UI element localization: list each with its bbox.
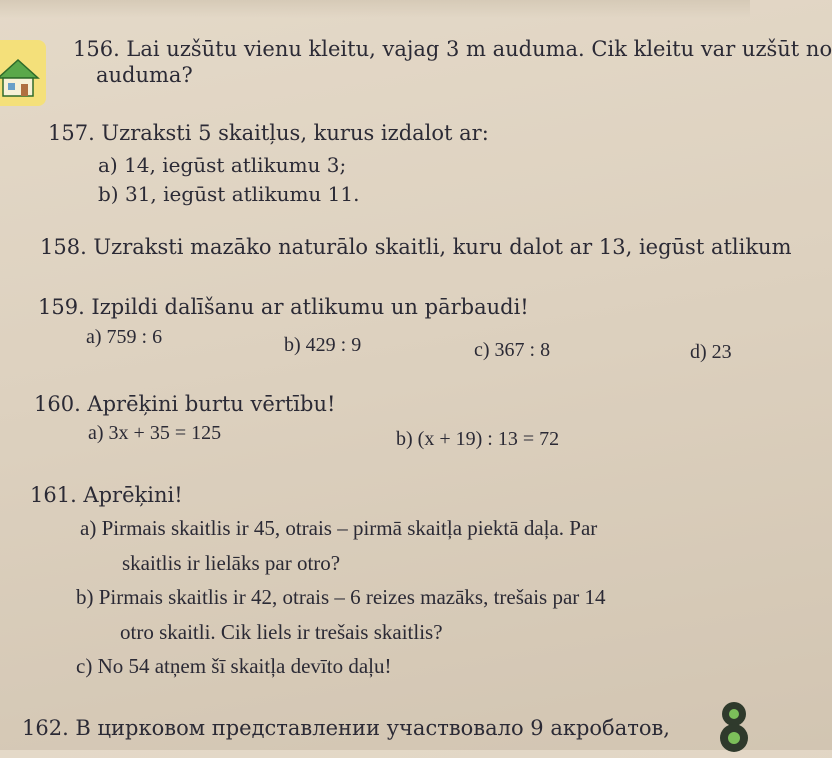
exercise-161-a-line2: skaitlis ir lielāks par otro?	[122, 551, 341, 575]
exercise-156-line2: auduma?	[96, 63, 193, 87]
exercise-157-b: b) 31, iegūst atlikumu 11.	[98, 182, 360, 206]
exercise-162-title: 162. В цирковом представлении участвовало 9 акробатов,	[22, 716, 670, 740]
home-icon	[0, 40, 46, 106]
exercise-159-a: a) 759 : 6	[86, 326, 163, 348]
exercise-157-title: 157. Uzraksti 5 skaitļus, kurus izdalot ar:	[48, 121, 489, 145]
exercise-159-d: d) 23	[690, 341, 732, 363]
exercise-160-a: a) 3x + 35 = 125	[88, 422, 222, 444]
exercise-159-title: 159. Izpildi dalīšanu ar atlikumu un pārbaudi!	[38, 295, 529, 319]
exercise-160-b: b) (x + 19) : 13 = 72	[396, 428, 560, 450]
exercise-161-b-line1: b) Pirmais skaitlis ir 42, otrais – 6 reizes mazāks, trešais par 14	[76, 585, 606, 609]
exercise-160-title: 160. Aprēķini burtu vērtību!	[34, 392, 336, 416]
exercise-159-b: b) 429 : 9	[284, 334, 362, 356]
number-badge-icon	[714, 698, 754, 754]
exercise-156-line1: 156. Lai uzšūtu vienu kleitu, vajag 3 m auduma. Cik kleitu var uzšūt no	[73, 37, 832, 61]
exercise-161-a-line1: a) Pirmais skaitlis ir 45, otrais – pirmā skaitļa piektā daļa. Par	[80, 516, 598, 540]
exercise-161-title: 161. Aprēķini!	[30, 483, 183, 507]
exercise-159-c: c) 367 : 8	[474, 339, 551, 361]
exercise-157-a: a) 14, iegūst atlikumu 3;	[98, 153, 347, 177]
exercise-158-title: 158. Uzraksti mazāko naturālo skaitli, kuru dalot ar 13, iegūst atlikum	[40, 235, 792, 259]
russian-exercise-badge	[714, 698, 754, 754]
home-badge	[0, 40, 46, 106]
exercise-161-b-line2: otro skaitli. Cik liels ir trešais skaitlis?	[120, 620, 443, 644]
page-top-shadow	[0, 0, 750, 18]
exercise-161-c: c) No 54 atņem šī skaitļa devīto daļu!	[76, 654, 392, 678]
